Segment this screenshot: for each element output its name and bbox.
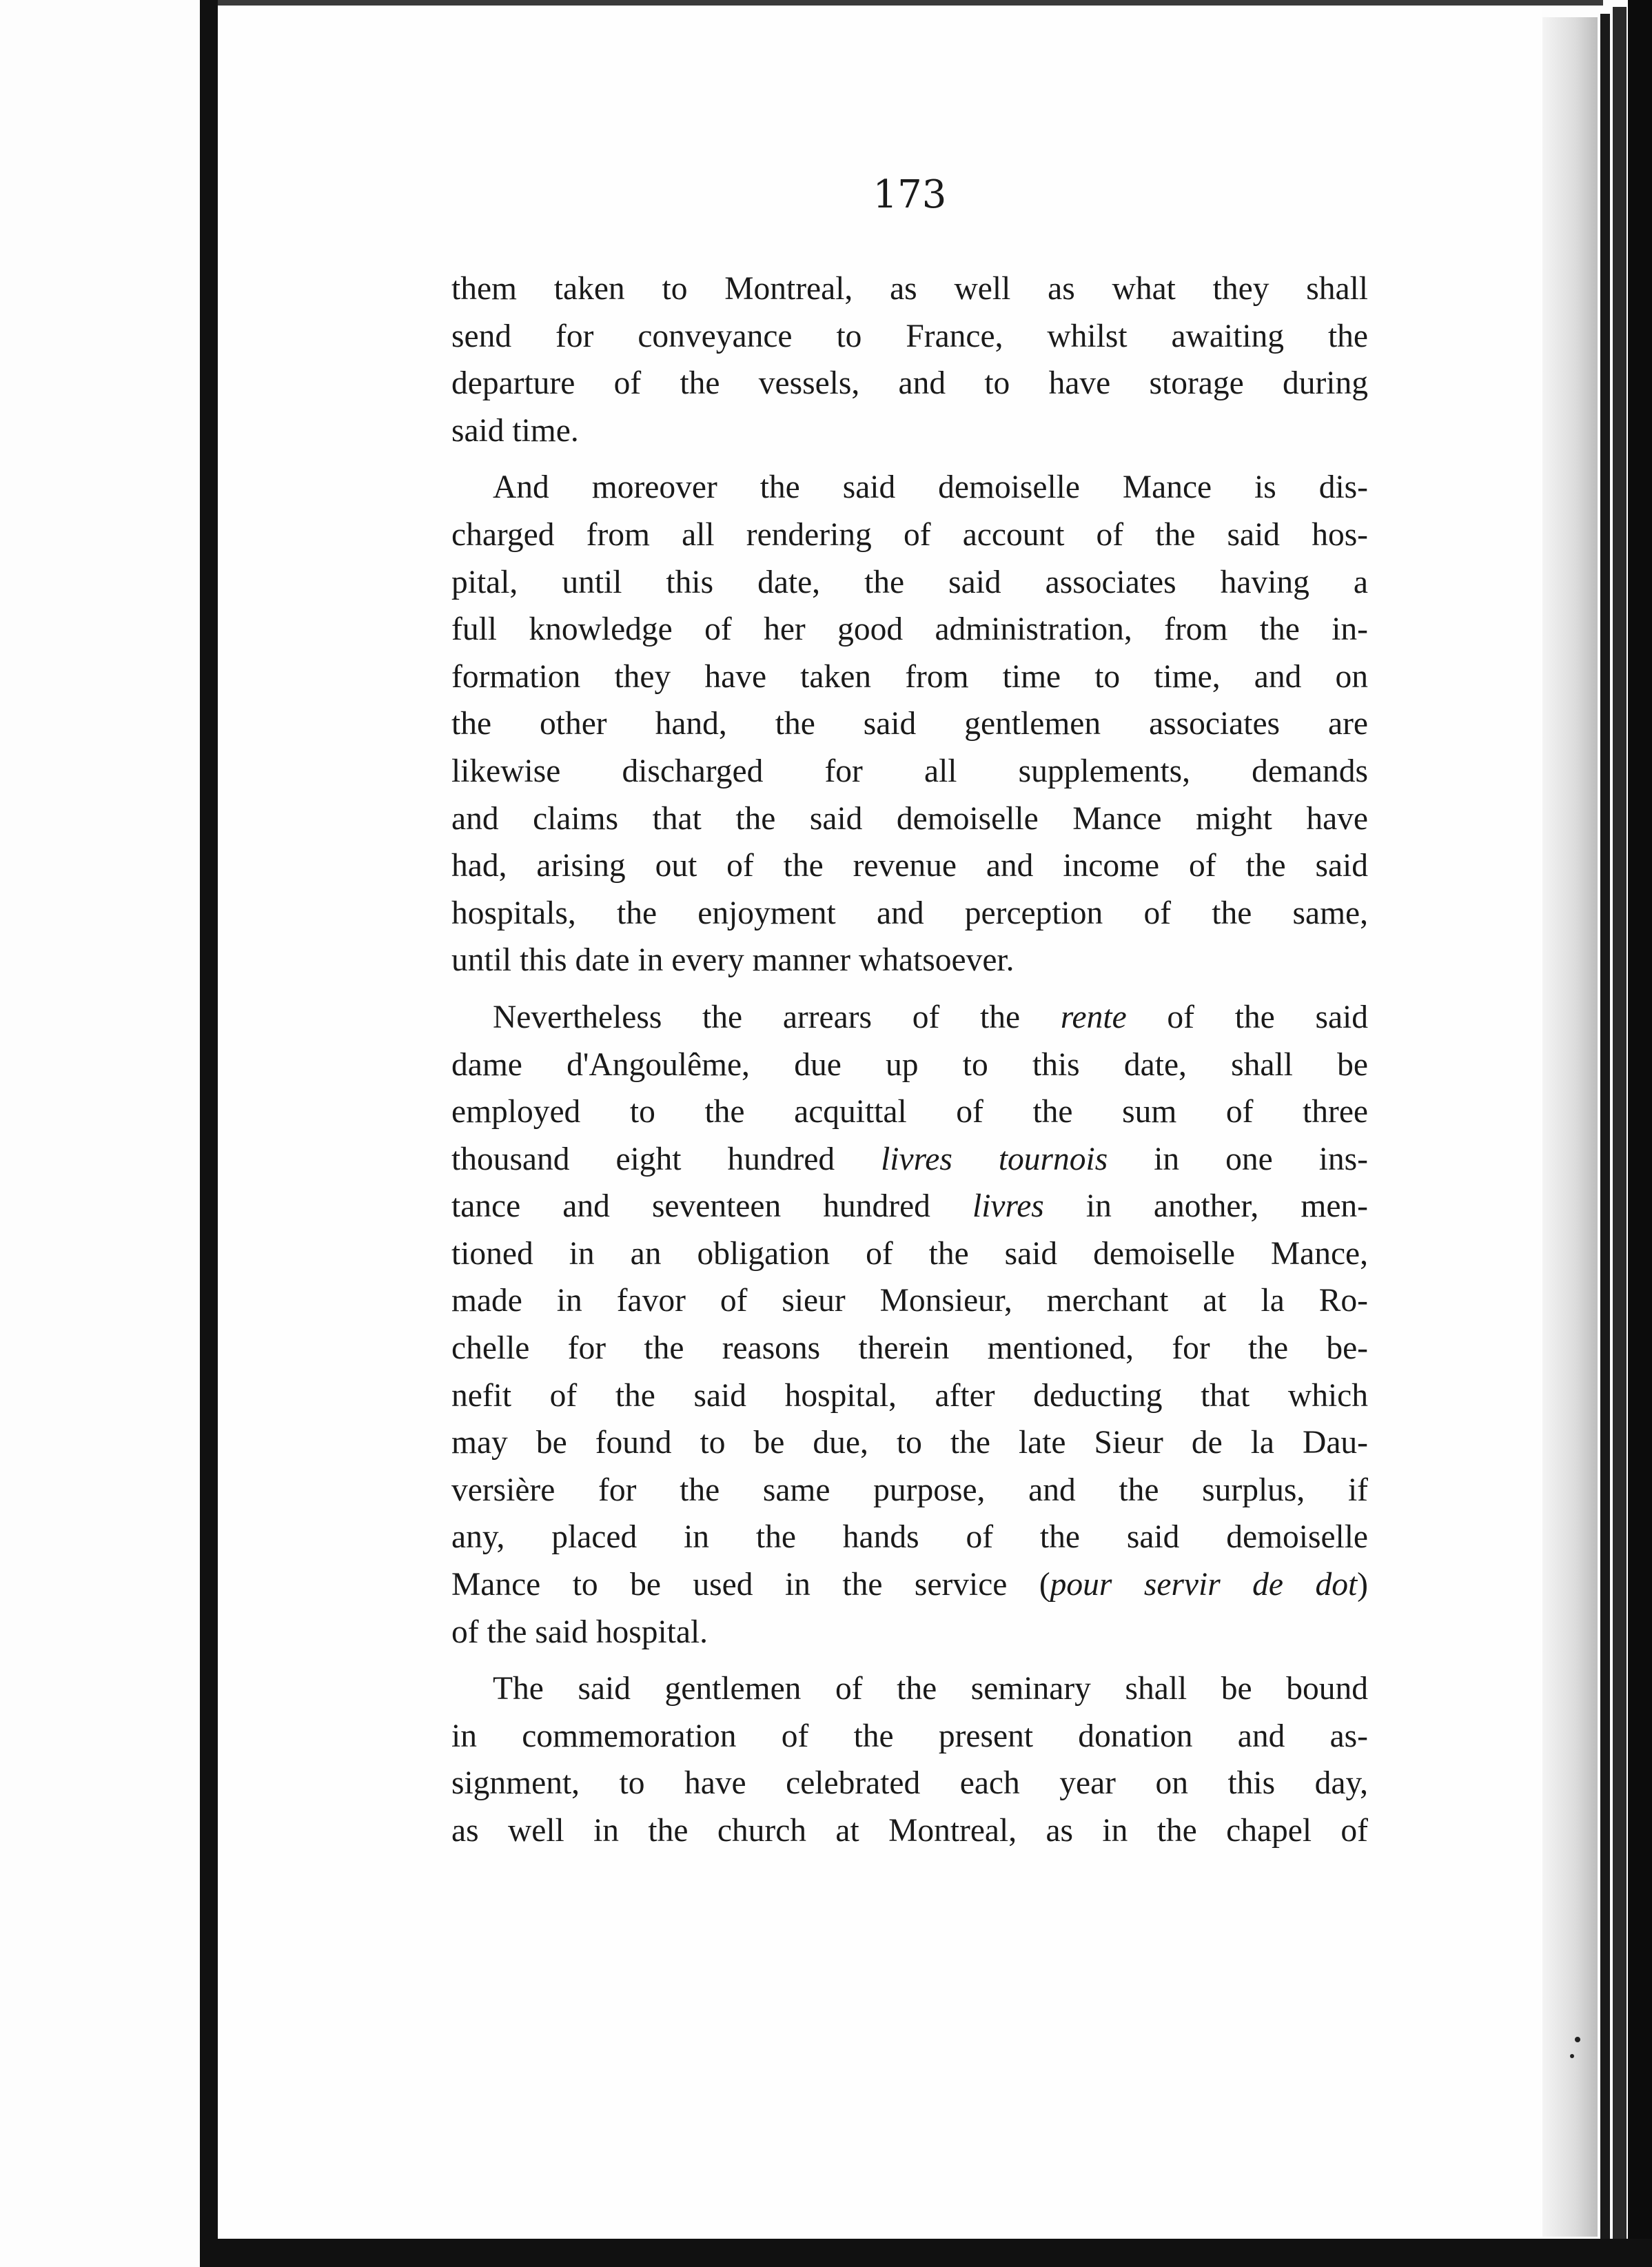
text-line: in commemoration of the present donation and as- bbox=[451, 1718, 1368, 1754]
text-line: likewise discharged for all supplements, demands bbox=[451, 753, 1368, 789]
scan-bottom-border bbox=[200, 2239, 1652, 2267]
text-line: had, arising out of the revenue and income of the said bbox=[451, 848, 1368, 884]
text-line: of the said hospital. bbox=[451, 1614, 708, 1650]
text-line: hospitals, the enjoyment and perception of the same, bbox=[451, 895, 1368, 931]
page-number: 173 bbox=[873, 172, 947, 217]
text-line: tioned in an obligation of the said demoiselle Mance, bbox=[451, 1235, 1368, 1272]
text-line: Mance to be used in the service (pour servir de dot) bbox=[451, 1567, 1368, 1603]
text-line: Nevertheless the arrears of the rente of the said bbox=[493, 999, 1368, 1035]
paragraph-4 bbox=[451, 1665, 1368, 1854]
paragraph-2 bbox=[451, 464, 1368, 984]
text-line: made in favor of sieur Monsieur, merchant at la Ro- bbox=[451, 1283, 1368, 1319]
text-line: versière for the same purpose, and the surplus, if bbox=[451, 1472, 1368, 1508]
body-text bbox=[451, 265, 1368, 1855]
text-line: until this date in every manner whatsoever. bbox=[451, 942, 1014, 979]
page-stack-edge bbox=[1542, 17, 1598, 2237]
text-line: said time. bbox=[451, 412, 579, 449]
text-line: employed to the acquittal of the sum of three bbox=[451, 1094, 1368, 1130]
text-line: and claims that the said demoiselle Mance might have bbox=[451, 800, 1368, 837]
text-line: may be found to be due, to the late Sieur de la Dau- bbox=[451, 1425, 1368, 1461]
binding-edge-shadow bbox=[1613, 7, 1626, 2247]
paragraph-1 bbox=[451, 265, 1368, 454]
text-line: send for conveyance to France, whilst awaiting the bbox=[451, 318, 1368, 354]
scan-speck bbox=[1570, 2054, 1574, 2058]
text-line: them taken to Montreal, as well as what they shall bbox=[451, 271, 1368, 307]
scan-top-border bbox=[218, 0, 1603, 6]
text-line: pital, until this date, the said associates having a bbox=[451, 564, 1368, 600]
text-line: full knowledge of her good administration, from the in- bbox=[451, 611, 1368, 648]
text-line: as well in the church at Montreal, as in the chapel of bbox=[451, 1813, 1368, 1849]
scan-right-border bbox=[1628, 0, 1652, 2267]
text-line: departure of the vessels, and to have storage during bbox=[451, 365, 1368, 402]
paragraph-3 bbox=[451, 994, 1368, 1656]
text-line: dame d'Angoulême, due up to this date, shall be bbox=[451, 1046, 1368, 1083]
text-line: any, placed in the hands of the said demoiselle bbox=[451, 1519, 1368, 1556]
binding-edge bbox=[1600, 14, 1610, 2240]
text-line: The said gentlemen of the seminary shall be bound bbox=[493, 1671, 1368, 1707]
text-line: chelle for the reasons therein mentioned, for the be- bbox=[451, 1330, 1368, 1367]
text-line: formation they have taken from time to time, and on bbox=[451, 658, 1368, 695]
text-line: thousand eight hundred livres tournois in one ins- bbox=[451, 1141, 1368, 1177]
text-line: tance and seventeen hundred livres in another, men- bbox=[451, 1188, 1368, 1225]
text-line: the other hand, the said gentlemen associates are bbox=[451, 706, 1368, 742]
text-line: nefit of the said hospital, after deducting that which bbox=[451, 1377, 1368, 1414]
scan-speck bbox=[1575, 2037, 1580, 2042]
text-line: signment, to have celebrated each year on this day, bbox=[451, 1765, 1368, 1802]
scan-left-border bbox=[200, 0, 218, 2267]
text-line: And moreover the said demoiselle Mance is dis- bbox=[493, 469, 1368, 506]
text-line: charged from all rendering of account of the said hos- bbox=[451, 516, 1368, 553]
